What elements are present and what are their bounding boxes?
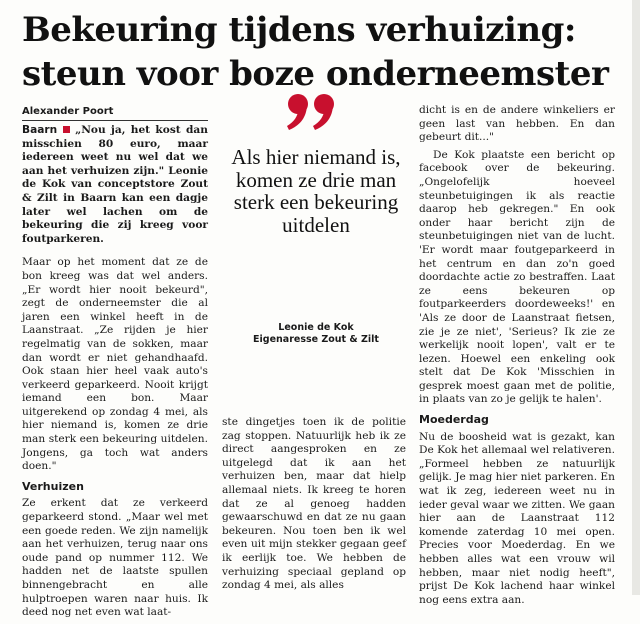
attribution-name: Leonie de Kok: [278, 322, 354, 333]
column-3: [419, 104, 615, 611]
page-edge: [632, 0, 640, 595]
column-1: [22, 124, 208, 624]
body-paragraph: Maar op het moment dat ze de bon kreeg was dat wel anders. „Er wordt hier nooit bekeurd", zegt de onderneemster die al jaren een winkel heeft in de Laanstraat. „Ze rijden je hier regelmatig van de sokken, maar dan wordt er niet gehandhaafd. Ook staan hier heel vaak auto's verkeerd geparkeerd. Nooit krijgt iemand een bon. Maar uitgerekend op zondag 4 mei, als hier niemand is, komen ze drie man sterk een bekeuring uitdelen. Jongens, ga toch wat anders doen.": [22, 256, 208, 473]
dateline: Baarn: [22, 124, 58, 136]
subhead-moederdag: Moederdag: [419, 413, 489, 427]
pull-quote: Als hier niemand is, komen ze drie man sterk een bekeuring uitdelen: [231, 145, 401, 237]
headline-line-1: Bekeuring tijdens verhuizing:: [22, 10, 576, 50]
attribution-role: Eigenaresse Zout & Zilt: [253, 334, 379, 345]
pull-quote-attribution: [228, 322, 404, 346]
byline: Alexander Poort: [22, 106, 208, 121]
lead-text: „Nou ja, het kost dan misschien 80 euro, maar iedereen weet nu wel dat we aan het verhuizen zijn." Leonie de Kok van conceptstore Zout & Zilt in Baarn kan een dagje later wel lachen om de bekeuring die zij kreeg voor foutparkeren.: [22, 124, 208, 245]
body-paragraph: Nu de boosheid wat is gezakt, kan De Kok het allemaal wel relativeren. „Formeel hebben ze natuurlijk gelijk. Je mag hier niet parkeren. En wat ik zeg, iedereen weet nu in ieder geval waar we zitten. We gaan hier aan de Laanstraat 112 komende zaterdag 10 mei open. Precies voor Moederdag. En we hebben alles wat een vrouw wil hebben, maar niet nodig heeft", prijst De Kok lachend haar winkel nog eens extra aan.: [419, 430, 615, 606]
body-paragraph: dicht is en de andere winkeliers er geen last van hebben. En dan gebeurt dit...": [419, 104, 615, 144]
subhead-verhuizen: Verhuizen: [22, 479, 84, 493]
body-paragraph: ste dingetjes toen ik de politie zag stoppen. Natuurlijk heb ik ze direct aangesproken en ze uitgelegd dat ik aan het verhuizen ben, maar dat hielp allemaal niets. Ik kreeg te horen dat ze al genoeg hadden gewaarschuwd en dat ze nu gaan bekeuren. Nou toen ben ik wel even uit mijn stekker gegaan geef ik eerlijk toe. We hebben de verhuizing speciaal gepland op zondag 4 mei, als alles: [222, 416, 406, 592]
column-2: [222, 416, 406, 597]
quote-marks-icon: [285, 92, 341, 132]
lead-paragraph: [22, 124, 208, 246]
red-square-icon: [63, 126, 70, 133]
body-paragraph: Ze erkent dat ze verkeerd geparkeerd stond. „Maar wel met een goede reden. We zijn namelijk aan het verhuizen, terug naar ons oude pand op nummer 112. We hadden net de laatste spullen binnengebracht en alle hulptroepen waren naar huis. Ik deed nog net even wat laat-: [22, 497, 208, 619]
body-paragraph: De Kok plaatste een bericht op facebook over de bekeuring. „Ongelofelijk hoeveel steunbetuigingen ik als reactie daarop heb gekregen." En ook onder haar bericht zijn de steunbetuigingen niet van de lucht. 'Er wordt maar foutgeparkeerd in het centrum en dan zo'n goed doordachte actie zo bestraffen. Laat ze eens bekeuren op foutparkeerders doordeweeks!' en 'Als ze door de Laanstraat fietsen, zie je ze niet', 'Serieus? Ik zie ze werkelijk nooit lopen', valt er te lezen. Hoewel een enkeling ook stelt dat De Kok 'Misschien in gesprek moest gaan met de politie, in plaats van zo je gelijk te halen'.: [419, 148, 615, 406]
headline-line-2: steun voor boze onderneemster: [22, 54, 609, 94]
headline: [22, 8, 622, 96]
